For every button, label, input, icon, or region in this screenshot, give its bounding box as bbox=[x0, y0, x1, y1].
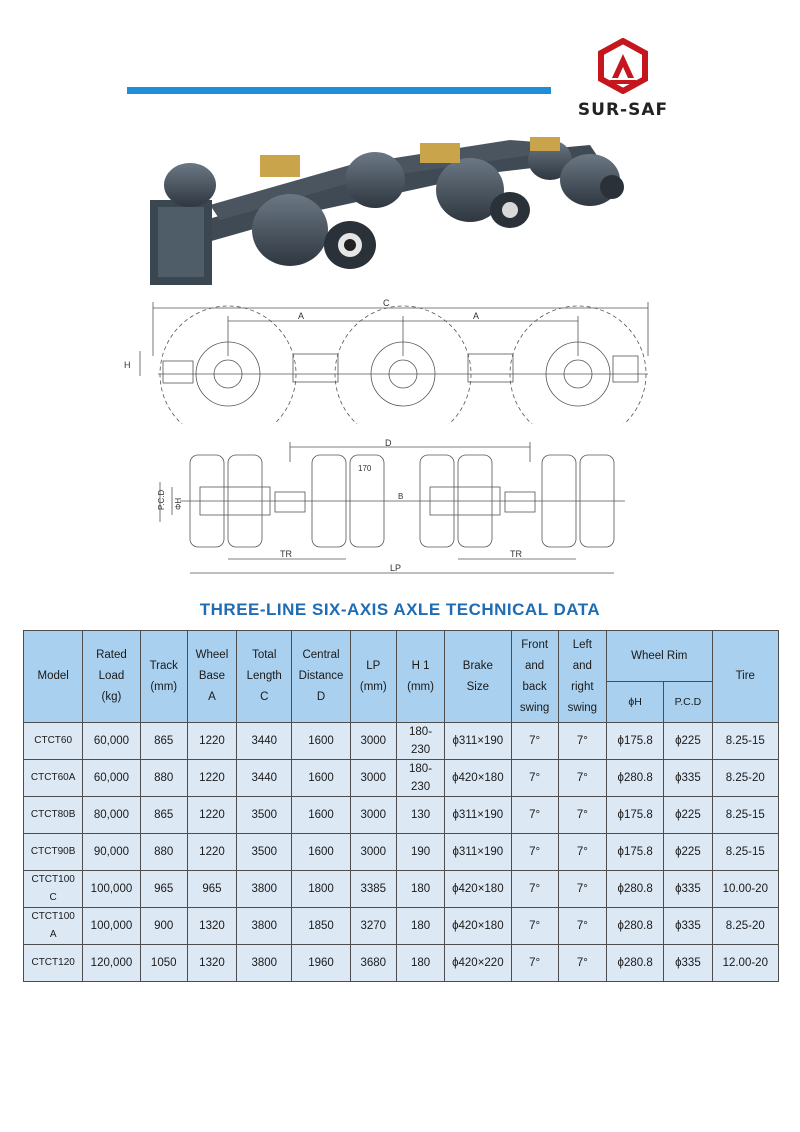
cell-wheel-base: 1220 bbox=[187, 723, 236, 760]
cell-lp: 3680 bbox=[350, 945, 396, 982]
cell-wheel-base: 1220 bbox=[187, 797, 236, 834]
cell-total-length: 3500 bbox=[237, 834, 292, 871]
cell-lp: 3000 bbox=[350, 797, 396, 834]
cell-model: CTCT100 A bbox=[24, 908, 83, 945]
cell-left-right-swing: 7° bbox=[558, 871, 606, 908]
header-central-distance: Central Distance D bbox=[292, 631, 350, 723]
cell-rated-load: 90,000 bbox=[83, 834, 140, 871]
cell-model: CTCT100 C bbox=[24, 871, 83, 908]
cell-brake-size: ϕ420×180 bbox=[445, 871, 511, 908]
cell-pcd: ϕ225 bbox=[664, 723, 712, 760]
side-view-drawing bbox=[118, 296, 663, 424]
header-rated-load: Rated Load (kg) bbox=[83, 631, 140, 723]
cell-total-length: 3800 bbox=[237, 945, 292, 982]
cell-left-right-swing: 7° bbox=[558, 908, 606, 945]
cell-track: 865 bbox=[140, 723, 187, 760]
cell-pcd: ϕ225 bbox=[664, 834, 712, 871]
cell-h1: 190 bbox=[396, 834, 444, 871]
cell-track: 900 bbox=[140, 908, 187, 945]
cell-pcd: ϕ335 bbox=[664, 760, 712, 797]
header-tire: Tire bbox=[712, 631, 778, 723]
cell-central-distance: 1850 bbox=[292, 908, 350, 945]
cell-brake-size: ϕ420×220 bbox=[445, 945, 511, 982]
cell-rated-load: 120,000 bbox=[83, 945, 140, 982]
header-pcd: P.C.D bbox=[664, 682, 712, 723]
cell-phi-h: ϕ280.8 bbox=[606, 908, 663, 945]
cell-model: CTCT60 bbox=[24, 723, 83, 760]
cell-total-length: 3440 bbox=[237, 723, 292, 760]
cell-tire: 8.25-20 bbox=[712, 760, 778, 797]
cell-lp: 3000 bbox=[350, 834, 396, 871]
table-body bbox=[24, 723, 779, 982]
dim-a-right-label: A bbox=[473, 311, 480, 321]
cell-phi-h: ϕ280.8 bbox=[606, 871, 663, 908]
table-row bbox=[24, 760, 779, 797]
cell-tire: 8.25-15 bbox=[712, 797, 778, 834]
cell-lp: 3385 bbox=[350, 871, 396, 908]
cell-front-back-swing: 7° bbox=[511, 871, 558, 908]
cell-pcd: ϕ335 bbox=[664, 871, 712, 908]
cell-phi-h: ϕ175.8 bbox=[606, 834, 663, 871]
table-row bbox=[24, 945, 779, 982]
cell-lp: 3000 bbox=[350, 723, 396, 760]
table-row bbox=[24, 797, 779, 834]
cell-tire: 12.00-20 bbox=[712, 945, 778, 982]
cell-total-length: 3440 bbox=[237, 760, 292, 797]
top-view-drawing bbox=[140, 437, 635, 580]
cell-track: 865 bbox=[140, 797, 187, 834]
cell-tire: 8.25-15 bbox=[712, 834, 778, 871]
cell-tire: 8.25-20 bbox=[712, 908, 778, 945]
cell-h1: 130 bbox=[396, 797, 444, 834]
cell-model: CTCT90B bbox=[24, 834, 83, 871]
cell-total-length: 3500 bbox=[237, 797, 292, 834]
cell-front-back-swing: 7° bbox=[511, 723, 558, 760]
cell-model: CTCT60A bbox=[24, 760, 83, 797]
header-total-length: Total Length C bbox=[237, 631, 292, 723]
cell-front-back-swing: 7° bbox=[511, 760, 558, 797]
brand-name: SUR-SAF bbox=[577, 100, 669, 120]
cell-rated-load: 80,000 bbox=[83, 797, 140, 834]
cell-h1: 180 bbox=[396, 871, 444, 908]
cell-pcd: ϕ335 bbox=[664, 945, 712, 982]
header-model: Model bbox=[24, 631, 83, 723]
dim-b-label: B bbox=[398, 492, 404, 501]
cell-h1: 180- 230 bbox=[396, 723, 444, 760]
cell-front-back-swing: 7° bbox=[511, 797, 558, 834]
cell-left-right-swing: 7° bbox=[558, 797, 606, 834]
cell-central-distance: 1600 bbox=[292, 797, 350, 834]
header-track: Track (mm) bbox=[140, 631, 187, 723]
header-phi-h: ϕH bbox=[606, 682, 663, 723]
cell-rated-load: 60,000 bbox=[83, 760, 140, 797]
page-title: THREE-LINE SIX-AXIS AXLE TECHNICAL DATA bbox=[199, 600, 601, 619]
cell-rated-load: 100,000 bbox=[83, 908, 140, 945]
hexagon-mountain-icon bbox=[596, 38, 650, 94]
header-wheel-rim: Wheel Rim bbox=[606, 631, 712, 682]
cell-front-back-swing: 7° bbox=[511, 945, 558, 982]
cell-wheel-base: 1220 bbox=[187, 760, 236, 797]
axle-product-photo bbox=[150, 135, 630, 295]
cell-left-right-swing: 7° bbox=[558, 760, 606, 797]
cell-phi-h: ϕ280.8 bbox=[606, 945, 663, 982]
dim-tr-left-label: TR bbox=[280, 549, 292, 559]
cell-central-distance: 1600 bbox=[292, 760, 350, 797]
cell-front-back-swing: 7° bbox=[511, 834, 558, 871]
cell-rated-load: 60,000 bbox=[83, 723, 140, 760]
cell-pcd: ϕ335 bbox=[664, 908, 712, 945]
table-row bbox=[24, 834, 779, 871]
cell-brake-size: ϕ311×190 bbox=[445, 797, 511, 834]
cell-h1: 180 bbox=[396, 945, 444, 982]
cell-track: 965 bbox=[140, 871, 187, 908]
header-left-right-swing: Left and right swing bbox=[558, 631, 606, 723]
header-wheel-base: Wheel Base A bbox=[187, 631, 236, 723]
header-front-back-swing: Front and back swing bbox=[511, 631, 558, 723]
cell-lp: 3270 bbox=[350, 908, 396, 945]
header-accent-bar bbox=[127, 87, 551, 94]
cell-wheel-base: 1220 bbox=[187, 834, 236, 871]
dim-pcd-label: P.C.D bbox=[157, 489, 166, 510]
cell-total-length: 3800 bbox=[237, 908, 292, 945]
cell-front-back-swing: 7° bbox=[511, 908, 558, 945]
cell-brake-size: ϕ311×190 bbox=[445, 834, 511, 871]
dim-a-left-label: A bbox=[298, 311, 305, 321]
cell-brake-size: ϕ311×190 bbox=[445, 723, 511, 760]
table-row bbox=[24, 871, 779, 908]
dim-tr-right-label: TR bbox=[510, 549, 522, 559]
cell-central-distance: 1960 bbox=[292, 945, 350, 982]
cell-pcd: ϕ225 bbox=[664, 797, 712, 834]
cell-tire: 10.00-20 bbox=[712, 871, 778, 908]
header-lp: LP (mm) bbox=[350, 631, 396, 723]
cell-lp: 3000 bbox=[350, 760, 396, 797]
cell-model: CTCT80B bbox=[24, 797, 83, 834]
technical-data-table bbox=[23, 630, 779, 982]
cell-total-length: 3800 bbox=[237, 871, 292, 908]
cell-h1: 180- 230 bbox=[396, 760, 444, 797]
dim-phi-h-label: ΦH bbox=[174, 497, 183, 510]
cell-brake-size: ϕ420×180 bbox=[445, 760, 511, 797]
dim-h-label: H bbox=[124, 360, 131, 370]
header-h1: H 1 (mm) bbox=[396, 631, 444, 723]
dim-c-label: C bbox=[383, 298, 390, 308]
cell-rated-load: 100,000 bbox=[83, 871, 140, 908]
cell-tire: 8.25-15 bbox=[712, 723, 778, 760]
table-row bbox=[24, 908, 779, 945]
cell-track: 880 bbox=[140, 834, 187, 871]
cell-wheel-base: 1320 bbox=[187, 908, 236, 945]
cell-central-distance: 1600 bbox=[292, 723, 350, 760]
cell-track: 1050 bbox=[140, 945, 187, 982]
dim-lp-label: LP bbox=[390, 563, 402, 573]
cell-central-distance: 1800 bbox=[292, 871, 350, 908]
cell-left-right-swing: 7° bbox=[558, 723, 606, 760]
cell-h1: 180 bbox=[396, 908, 444, 945]
cell-brake-size: ϕ420×180 bbox=[445, 908, 511, 945]
cell-central-distance: 1600 bbox=[292, 834, 350, 871]
cell-model: CTCT120 bbox=[24, 945, 83, 982]
cell-phi-h: ϕ175.8 bbox=[606, 723, 663, 760]
cell-track: 880 bbox=[140, 760, 187, 797]
header-brake-size: Brake Size bbox=[445, 631, 511, 723]
table-row bbox=[24, 723, 779, 760]
cell-wheel-base: 1320 bbox=[187, 945, 236, 982]
dim-170-label: 170 bbox=[358, 464, 372, 473]
cell-phi-h: ϕ280.8 bbox=[606, 760, 663, 797]
cell-wheel-base: 965 bbox=[187, 871, 236, 908]
cell-left-right-swing: 7° bbox=[558, 834, 606, 871]
brand-logo bbox=[558, 38, 688, 124]
dim-d-label: D bbox=[385, 438, 392, 448]
cell-left-right-swing: 7° bbox=[558, 945, 606, 982]
cell-phi-h: ϕ175.8 bbox=[606, 797, 663, 834]
